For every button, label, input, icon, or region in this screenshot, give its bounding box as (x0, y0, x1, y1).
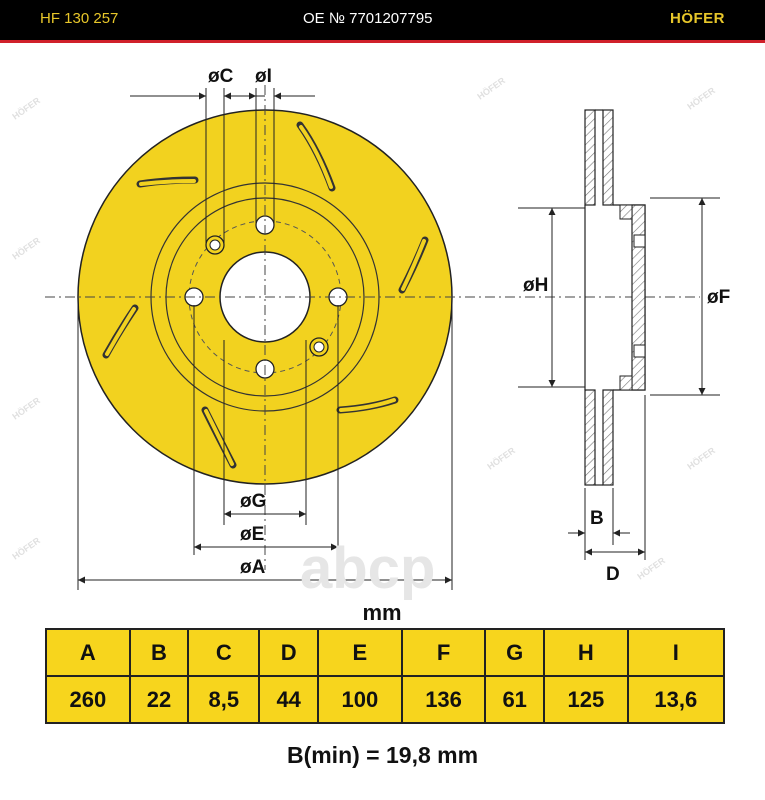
spec-header-cell: G (485, 629, 544, 676)
spec-value-cell: 44 (259, 676, 318, 723)
units-label: mm (362, 600, 402, 625)
label-a: øA (240, 557, 266, 578)
watermark-text: HÖFER (10, 535, 42, 562)
spec-value-cell: 22 (130, 676, 189, 723)
spec-header-cell: E (318, 629, 402, 676)
watermark-text: HÖFER (10, 235, 42, 262)
spec-table (45, 628, 725, 724)
spec-header-cell: A (46, 629, 130, 676)
label-e: øE (240, 524, 265, 545)
locating-hole-inner (314, 342, 324, 352)
spec-header-cell: C (188, 629, 259, 676)
disc-front-view (45, 85, 700, 570)
spec-value-row (46, 676, 724, 723)
upper-ring-inner-plate (603, 110, 613, 205)
min-thickness-note: B(min) = 19,8 mm (286, 742, 479, 768)
locating-hole-inner (210, 240, 220, 250)
label-i: øI (255, 66, 272, 87)
watermark-text: HÖFER (635, 555, 667, 582)
spec-header-cell: B (130, 629, 189, 676)
label-f: øF (707, 287, 731, 308)
spec-header-cell: D (259, 629, 318, 676)
watermark-text: HÖFER (685, 85, 717, 112)
label-c: øC (208, 66, 234, 87)
label-g: øG (240, 491, 267, 512)
spec-header-row (46, 629, 724, 676)
spec-value-cell: 61 (485, 676, 544, 723)
brand-logo: HÖFER (670, 10, 725, 27)
spec-value-cell: 136 (402, 676, 486, 723)
bolt-hole-section (634, 345, 645, 357)
label-d: D (606, 564, 620, 585)
label-b: B (590, 508, 604, 529)
bolt-hole-section (634, 235, 645, 247)
spec-value-cell: 125 (544, 676, 628, 723)
oe-number: OE № 7701207795 (303, 10, 433, 27)
part-number: HF 130 257 (40, 10, 119, 27)
label-h: øH (523, 275, 549, 296)
spec-value-cell: 13,6 (628, 676, 724, 723)
watermark-text: HÖFER (10, 95, 42, 122)
spec-header-cell: I (628, 629, 724, 676)
spec-value-cell: 260 (46, 676, 130, 723)
watermark-text: HÖFER (10, 395, 42, 422)
abcp-watermark-logo: abcp (300, 536, 436, 600)
upper-ring-outer-plate (585, 110, 595, 205)
spec-value-cell: 100 (318, 676, 402, 723)
lower-ring-outer-plate (585, 390, 595, 485)
watermark-text: HÖFER (685, 445, 717, 472)
hat-section (632, 205, 645, 390)
watermark-text: HÖFER (485, 445, 517, 472)
watermark-text: HÖFER (475, 75, 507, 102)
lower-ring-inner-plate (603, 390, 613, 485)
spec-header-cell: F (402, 629, 486, 676)
spec-value-cell: 8,5 (188, 676, 259, 723)
spec-header-cell: H (544, 629, 628, 676)
